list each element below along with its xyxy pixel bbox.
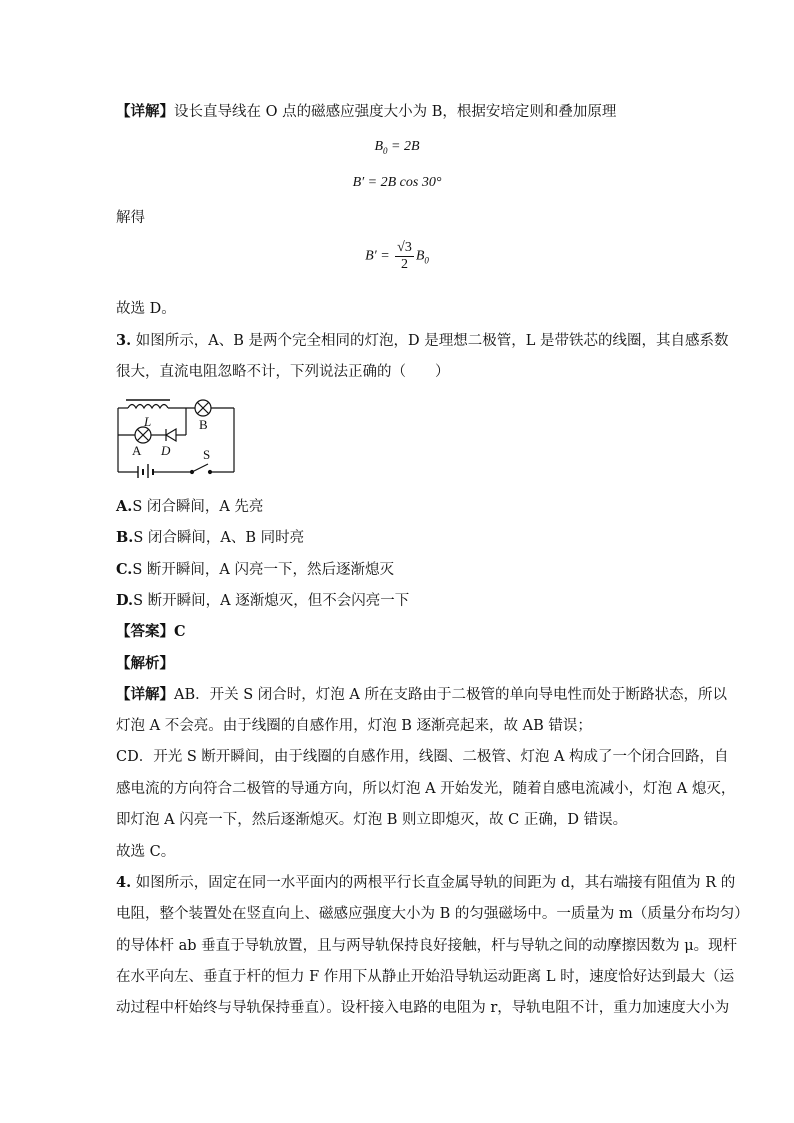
solve-word: 解得 — [116, 210, 145, 226]
question-4-line-4: 在水平向左、垂直于杆的恒力 F 作用下从静止开始沿导轨运动距离 L 时，速度恰好达到最大（运 — [116, 969, 735, 985]
q3-detail-line-1: 【详解】AB．开关 S 闭合时，灯泡 A 所在支路由于二极管的单向导电性而处于断路状态，所以 — [116, 686, 727, 703]
option-c: C.S 断开瞬间，A 闪亮一下，然后逐渐熄灭 — [116, 561, 394, 578]
label-l: L — [144, 414, 152, 429]
equation-b0: $B_0 = 2B$ — [374, 139, 420, 156]
conclusion-2: 故选 C。 — [116, 844, 176, 860]
question-4-line-3: 的导体杆 ab 垂直于导轨放置，且与两导轨保持良好接触，杆与导轨之间的动摩擦因数为 μ。现杆 — [116, 938, 738, 954]
question-3-number: 3. — [116, 332, 132, 349]
question-4-line-2: 电阻，整个装置处在竖直向上、磁感应强度大小为 B 的匀强磁场中。一质量为 m（质量分布均匀） — [116, 906, 749, 922]
option-d: D.S 断开瞬间，A 逐渐熄灭，但不会闪亮一下 — [116, 592, 410, 609]
detail-text: 设长直导线在 O 点的磁感应强度大小为 B，根据安培定则和叠加原理 — [174, 104, 617, 120]
label-a: A — [132, 443, 142, 458]
answer-line — [116, 622, 716, 642]
question-4-line-1: 4. 如图所示，固定在同一水平面内的两根平行长直金属导轨的间距为 d，其右端接有阻值为 R 的 — [116, 874, 736, 891]
q3-detail-line-2: 灯泡 A 不会亮。由于线圈的自感作用，灯泡 B 逐渐亮起来，故 AB 错误； — [116, 718, 592, 734]
question-3-stem-line-1: 3. 如图所示，A、B 是两个完全相同的灯泡，D 是理想二极管，L 是带铁芯的线圈，其自感系数 — [116, 332, 729, 349]
label-b: B — [199, 417, 208, 432]
equation-result: B′ = $\frac{√3}{2}$ $B_0$ — [365, 240, 429, 272]
answer-value: C — [174, 623, 186, 640]
question-4-line-5: 动过程中杆始终与导轨保持垂直）。设杆接入电路的电阻为 r，导轨电阻不计，重力加速度大小为 — [116, 1000, 730, 1016]
option-a: A.S 闭合瞬间，A 先亮 — [116, 498, 264, 515]
label-d: D — [161, 443, 171, 458]
question-3-stem-line-2: 很大，直流电阻忽略不计，下列说法正确的（ ） — [116, 364, 450, 380]
detail-label: 【详解】 — [116, 103, 174, 120]
label-s: S — [203, 447, 211, 462]
q3-detail-line-4: 感电流的方向符合二极管的导通方向，所以灯泡 A 开始发光，随着自感电流减小，灯泡 A 熄灭， — [116, 781, 736, 797]
q3-detail-line-5: 即灯泡 A 闪亮一下，然后逐渐熄灭。灯泡 B 则立即熄灭，故 C 正确，D 错误。 — [116, 812, 628, 828]
circuit-diagram — [108, 396, 248, 478]
equation-b-prime: B′ = 2B cos 30° — [352, 175, 442, 190]
detail-paragraph — [116, 102, 716, 122]
q3-detail-line-3: CD．开光 S 断开瞬间，由于线圈的自感作用，线圈、二极管、灯泡 A 构成了一个闭合回路，自 — [116, 749, 729, 765]
answer-label: 【答案】 — [116, 623, 174, 640]
conclusion-1: 故选 D。 — [116, 301, 176, 317]
analysis-label: 【解析】 — [116, 655, 174, 672]
question-4-number: 4. — [116, 874, 132, 891]
option-b: B.S 闭合瞬间，A、B 同时亮 — [116, 529, 305, 546]
